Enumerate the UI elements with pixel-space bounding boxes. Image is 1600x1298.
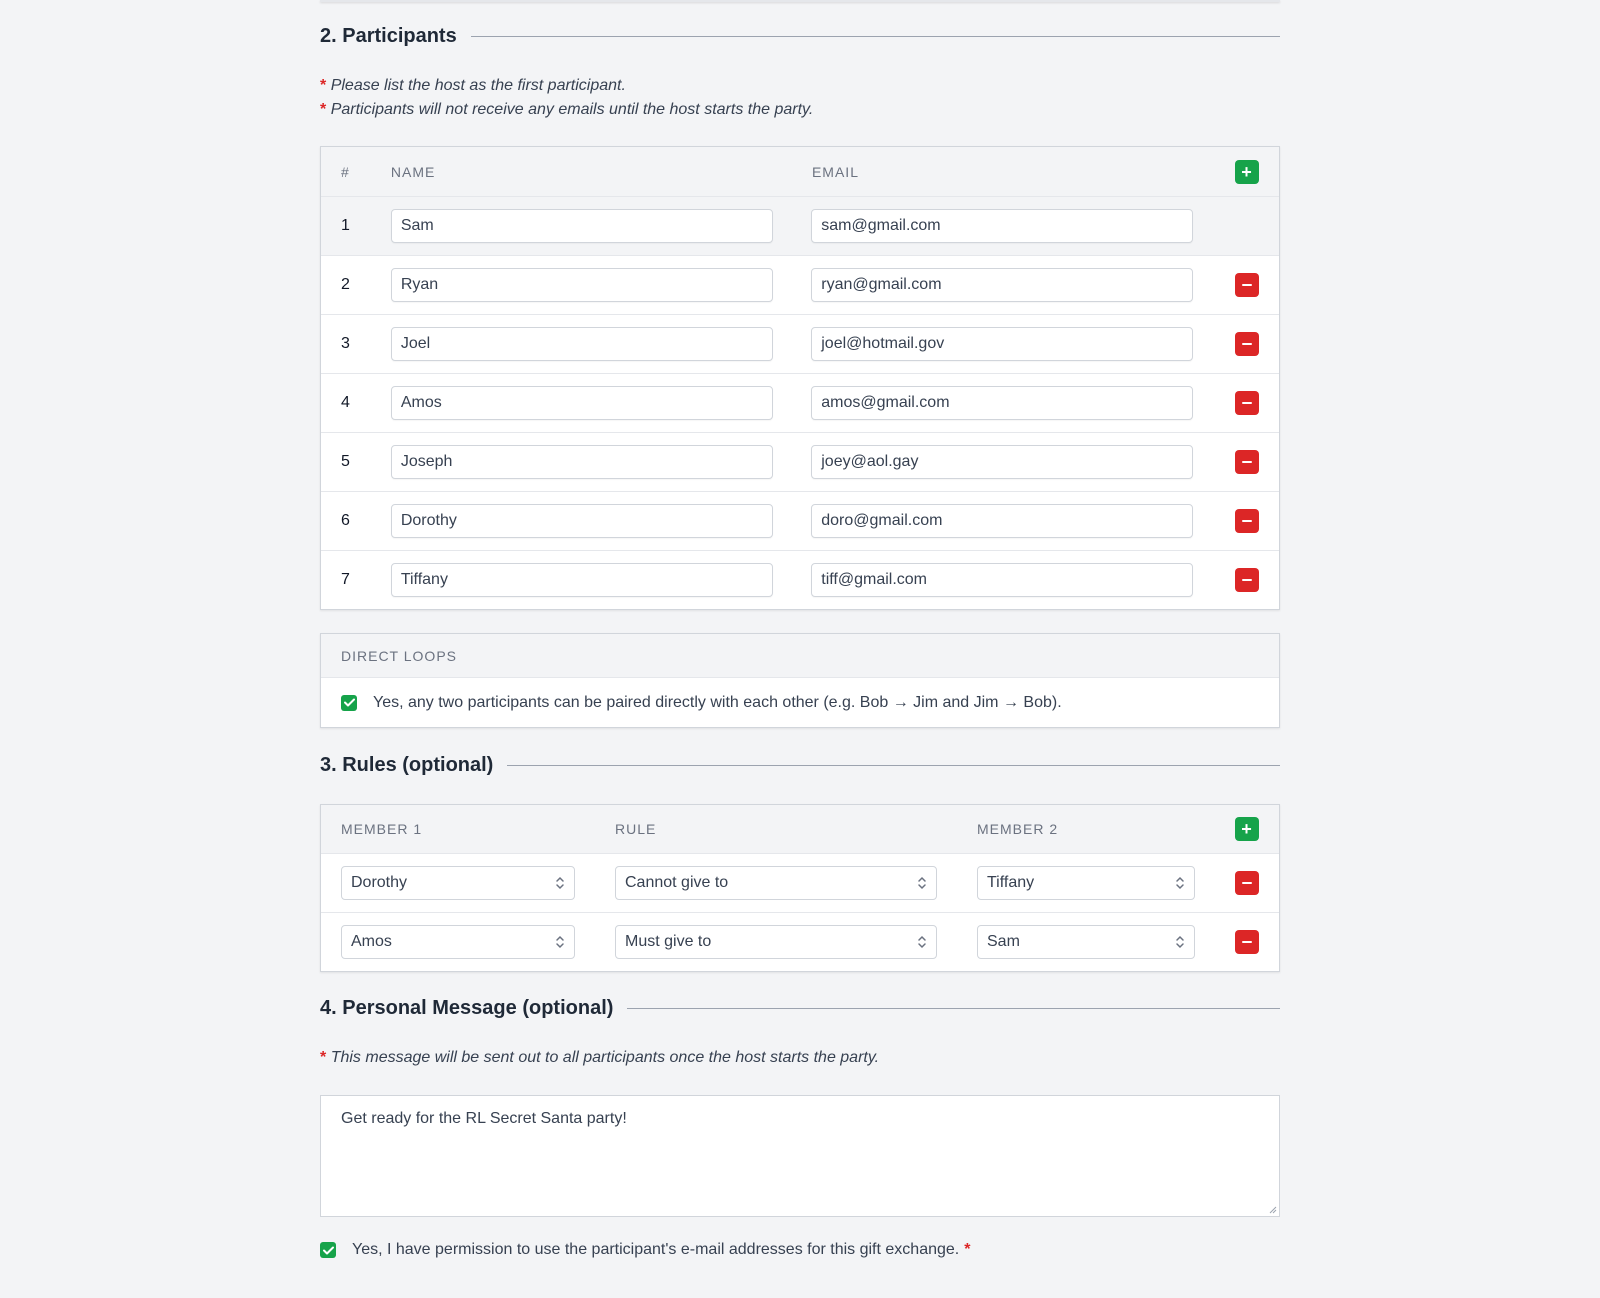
header-num: # — [341, 163, 350, 180]
header-member1: MEMBER 1 — [341, 821, 423, 837]
email-cell — [811, 268, 1193, 302]
required-marker: * — [320, 1049, 327, 1066]
minus-icon — [1242, 882, 1252, 884]
row-actions — [1193, 273, 1279, 297]
row-actions — [1193, 450, 1279, 474]
email-cell — [811, 209, 1193, 243]
email-cell — [811, 563, 1193, 597]
permission-checkbox[interactable] — [320, 1242, 336, 1258]
name-cell — [391, 386, 811, 420]
note-no-emails — [320, 98, 813, 122]
participants-section-header — [320, 24, 1280, 48]
member1-value: Dorothy — [351, 874, 408, 891]
rules-table — [320, 804, 1280, 972]
rule-value: Cannot give to — [625, 874, 729, 891]
name-cell — [391, 445, 811, 479]
add-rule-button[interactable] — [1235, 817, 1259, 841]
checkmark-icon — [323, 1246, 334, 1255]
participant-name-input[interactable]: Joel — [391, 327, 773, 361]
row-actions — [1195, 871, 1279, 895]
remove-participant-button[interactable] — [1235, 509, 1259, 533]
remove-participant-button[interactable] — [1235, 332, 1259, 356]
header-name: NAME — [390, 163, 436, 180]
note-text: This message will be sent out to all participants once the host starts the party. — [330, 1049, 880, 1066]
rules-title: 3. Rules (optional) — [320, 753, 494, 776]
permission-option — [320, 1241, 970, 1259]
personal-message-textarea[interactable] — [320, 1095, 1280, 1217]
minus-icon — [1242, 343, 1252, 345]
participant-email-input[interactable]: doro@gmail.com — [811, 504, 1193, 538]
direct-loops-label: Yes, any two participants can be paired directly with each other (e.g. Bob → Jim and Jim → Bob). — [373, 693, 1062, 711]
member1-select[interactable] — [341, 925, 575, 959]
row-actions — [1193, 332, 1279, 356]
note-text: Participants will not receive any emails until the host starts the party. — [330, 101, 814, 118]
message-title: 4. Personal Message (optional) — [320, 996, 614, 1019]
participant-name-input[interactable]: Joseph — [391, 445, 773, 479]
resize-handle-icon[interactable] — [1268, 1205, 1277, 1214]
rule-select[interactable] — [615, 925, 937, 959]
direct-loops-option — [321, 678, 1279, 727]
rule-cell — [615, 866, 977, 900]
remove-participant-button[interactable] — [1235, 273, 1259, 297]
participant-row — [321, 314, 1279, 373]
member2-select[interactable] — [977, 925, 1195, 959]
participant-name-input[interactable]: Ryan — [391, 268, 773, 302]
member1-cell — [341, 866, 615, 900]
minus-icon — [1242, 941, 1252, 943]
header-actions — [1193, 160, 1279, 184]
member2-select[interactable] — [977, 866, 1195, 900]
minus-icon — [1242, 579, 1252, 581]
participants-table — [320, 146, 1280, 610]
member2-value: Tiffany — [987, 874, 1035, 891]
rule-select[interactable] — [615, 866, 937, 900]
participant-number: 3 — [341, 335, 350, 352]
minus-icon — [1242, 284, 1252, 286]
participant-row — [321, 255, 1279, 314]
participant-email-input[interactable]: sam@gmail.com — [811, 209, 1193, 243]
chevron-up-down-icon — [555, 934, 565, 950]
participant-email-input[interactable]: tiff@gmail.com — [811, 563, 1193, 597]
participant-name-input[interactable]: Amos — [391, 386, 773, 420]
participant-name-input[interactable]: Tiffany — [391, 563, 773, 597]
name-cell — [391, 504, 811, 538]
participant-row — [321, 550, 1279, 609]
permission-label: Yes, I have permission to use the participant's e-mail addresses for this gift exchange. — [352, 1241, 960, 1258]
participants-title: 2. Participants — [320, 24, 457, 47]
participants-notes — [320, 74, 813, 122]
add-participant-button[interactable] — [1235, 160, 1259, 184]
email-cell — [811, 327, 1193, 361]
member1-select[interactable] — [341, 866, 575, 900]
section-divider — [507, 765, 1280, 766]
member2-cell — [977, 866, 1195, 900]
minus-icon — [1242, 520, 1252, 522]
message-section-header — [320, 996, 1280, 1020]
rule-value: Must give to — [625, 933, 712, 950]
name-cell — [391, 209, 811, 243]
participant-number: 1 — [341, 217, 350, 234]
rule-row — [321, 912, 1279, 971]
rule-row — [321, 853, 1279, 912]
header-actions — [1195, 817, 1279, 841]
remove-participant-button[interactable] — [1235, 450, 1259, 474]
participant-number: 5 — [341, 453, 350, 470]
member2-cell — [977, 925, 1195, 959]
participants-table-header — [321, 147, 1279, 196]
participant-email-input[interactable]: amos@gmail.com — [811, 386, 1193, 420]
email-cell — [811, 445, 1193, 479]
personal-message-text: Get ready for the RL Secret Santa party! — [341, 1110, 627, 1127]
row-actions — [1193, 391, 1279, 415]
header-rule: RULE — [615, 821, 657, 837]
chevron-up-down-icon — [917, 934, 927, 950]
participant-number: 6 — [341, 512, 350, 529]
header-member2: MEMBER 2 — [977, 821, 1059, 837]
row-actions — [1195, 930, 1279, 954]
checkmark-icon — [344, 698, 355, 707]
member1-cell — [341, 925, 615, 959]
member1-value: Amos — [351, 933, 392, 950]
name-cell — [391, 563, 811, 597]
participant-row — [321, 432, 1279, 491]
chevron-up-down-icon — [555, 875, 565, 891]
remove-rule-button[interactable] — [1235, 871, 1259, 895]
participant-name-input[interactable]: Dorothy — [391, 504, 773, 538]
note-text: Please list the host as the first participant. — [330, 77, 626, 94]
minus-icon — [1242, 402, 1252, 404]
direct-loops-checkbox[interactable] — [341, 695, 357, 711]
required-marker: * — [964, 1241, 971, 1258]
direct-loops-header: DIRECT LOOPS — [321, 634, 1279, 678]
section-divider — [627, 1008, 1280, 1009]
row-actions — [1193, 568, 1279, 592]
chevron-up-down-icon — [917, 875, 927, 891]
participant-row — [321, 491, 1279, 550]
message-note — [320, 1046, 879, 1070]
plus-icon: + — [1241, 161, 1253, 182]
participant-number: 2 — [341, 276, 350, 293]
participant-row — [321, 373, 1279, 432]
chevron-up-down-icon — [1175, 875, 1185, 891]
rule-cell — [615, 925, 977, 959]
participant-number: 4 — [341, 394, 350, 411]
rules-section-header — [320, 753, 1280, 777]
participant-number: 7 — [341, 571, 350, 588]
plus-icon: + — [1241, 819, 1253, 839]
participant-row — [321, 196, 1279, 255]
remove-participant-button[interactable] — [1235, 391, 1259, 415]
rules-table-header — [321, 805, 1279, 853]
name-cell — [391, 268, 811, 302]
member2-value: Sam — [987, 933, 1020, 950]
remove-participant-button[interactable] — [1235, 568, 1259, 592]
participant-email-input[interactable]: joel@hotmail.gov — [811, 327, 1193, 361]
required-marker: * — [320, 101, 327, 118]
row-actions — [1193, 509, 1279, 533]
direct-loops-panel — [320, 633, 1280, 728]
minus-icon — [1242, 461, 1252, 463]
participant-email-input[interactable]: ryan@gmail.com — [811, 268, 1193, 302]
email-cell — [811, 386, 1193, 420]
section-divider — [471, 36, 1280, 37]
participant-name-input[interactable]: Sam — [391, 209, 773, 243]
note-host-first — [320, 74, 813, 98]
participant-email-input[interactable]: joey@aol.gay — [811, 445, 1193, 479]
previous-section-edge — [320, 0, 1280, 2]
required-marker: * — [320, 77, 327, 94]
header-email: EMAIL — [811, 163, 859, 180]
chevron-up-down-icon — [1175, 934, 1185, 950]
remove-rule-button[interactable] — [1235, 930, 1259, 954]
email-cell — [811, 504, 1193, 538]
name-cell — [391, 327, 811, 361]
